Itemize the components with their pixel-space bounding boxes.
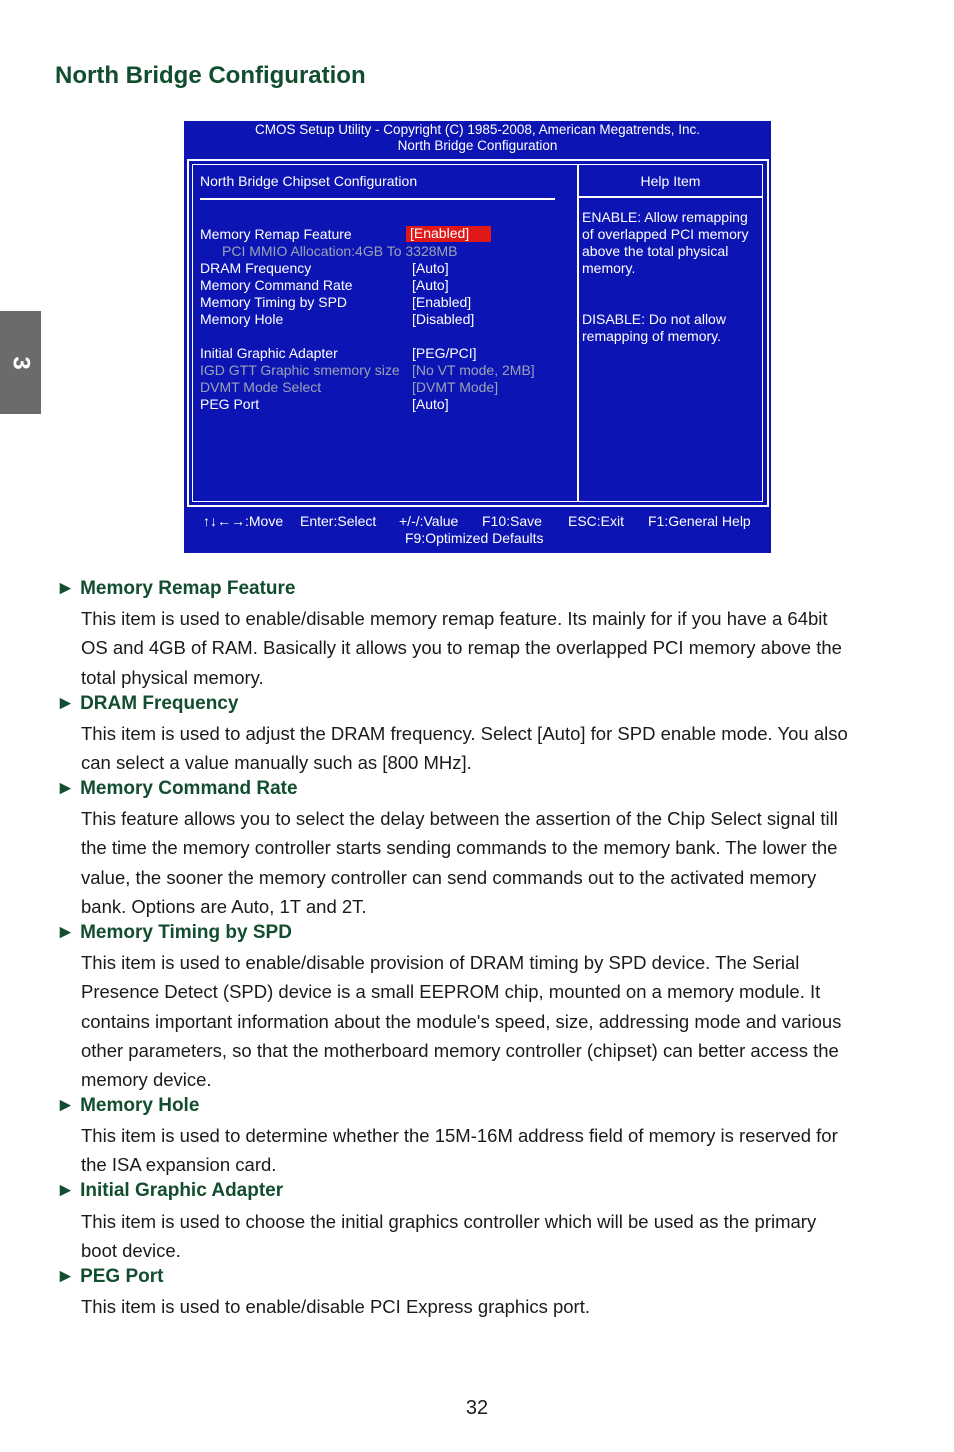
bios-item-value[interactable]: [Auto] [412,396,449,412]
footer-enter: Enter:Select [300,513,377,529]
footer-move: ↑↓←→:Move [203,513,284,529]
section-body-peg-port [81,1292,896,1321]
body-line: This item is used to adjust the DRAM frequency. Select [Auto] for SPD enable mode. You also [81,723,848,744]
body-line: This item is used to choose the initial graphics controller which will be used as the primary [81,1211,817,1232]
section-body-initial-graphic-adapter [81,1207,896,1266]
section-body-dram-frequency [81,719,896,778]
section-heading-memory-hole: ► Memory Hole [56,1095,200,1116]
chapter-number: 3 [7,355,35,370]
bios-item-label: Initial Graphic Adapter [200,345,338,361]
bios-item-value[interactable]: [Enabled] [412,294,472,310]
bios-item-label: Memory Remap Feature [200,226,352,242]
help-line: above the total physical [582,243,729,259]
body-line: total physical memory. [81,666,264,688]
body-line: bank. Options are Auto, 1T and 2T. [81,895,367,917]
footer-defaults: F9:Optimized Defaults [405,530,544,546]
bios-item-label: PCI MMIO Allocation:4GB To 3328MB [222,243,458,259]
page-number: 32 [465,1397,489,1419]
body-line: can select a value manually such as [800 MHz]. [81,752,472,774]
body-line: value, the sooner the memory controller can send commands out to the activated memory [81,866,817,888]
body-line: Presence Detect (SPD) device is a small EEPROM chip, mounted on a memory module. It [81,981,821,1003]
bios-item-label: DRAM Frequency [200,260,312,276]
section-heading-memory-remap: ► Memory Remap Feature [56,578,296,599]
chapter-tab [0,311,41,414]
bios-item-value[interactable]: [PEG/PCI] [412,345,477,361]
help-text-enable [582,209,762,277]
bios-item-value[interactable]: [Auto] [412,260,449,276]
body-line: contains important information about the module's speed, size, addressing mode and various [81,1010,842,1032]
body-line: boot device. [81,1240,181,1262]
help-line: of overlapped PCI memory [582,226,749,242]
body-line: memory device. [81,1069,212,1091]
bios-item-label: Memory Timing by SPD [200,294,348,310]
footer-exit: ESC:Exit [568,513,625,529]
section-body-memory-hole [81,1121,896,1180]
bios-item-value: [DVMT Mode] [412,379,499,395]
bios-item-label: PEG Port [200,396,260,412]
footer-save: F10:Save [482,513,542,529]
section-heading-memory-timing-by-spd: ► Memory Timing by SPD [56,922,292,943]
section-heading-dram-frequency: ► DRAM Frequency [56,693,239,714]
bios-section-title: North Bridge Chipset Configuration [200,173,418,189]
section-heading-peg-port: ► PEG Port [56,1266,164,1287]
page-title: North Bridge Configuration [55,62,366,89]
bios-item-value: [No VT mode, 2MB] [412,362,535,378]
help-divider [579,196,762,198]
bios-item-value[interactable]: [Auto] [412,277,449,293]
bios-inner-frame [192,164,763,502]
bios-item-label: IGD GTT Graphic smemory size [200,362,400,378]
body-line: the ISA expansion card. [81,1154,277,1176]
body-line: OS and 4GB of RAM. Basically it allows you to remap the overlapped PCI memory above the [81,637,842,659]
bios-screenshot [184,121,771,553]
body-line: the time the memory controller starts sending commands to the memory bank. The lower the [81,837,838,859]
help-line: DISABLE: Do not allow [582,311,726,327]
bios-frame [187,159,769,507]
bios-vertical-divider [577,165,579,501]
bios-header-title: North Bridge Configuration [397,138,558,153]
body-line: This item is used to enable/disable memory remap feature. Its mainly for if you have a 64bit [81,608,828,629]
bios-item-value[interactable]: [Disabled] [412,311,475,327]
bios-item-label: DVMT Mode Select [200,379,322,395]
body-line: other parameters, so that the motherboard memory controller (chipset) can better access the [81,1039,839,1061]
help-line: remapping of memory. [582,328,722,344]
footer-value: +/-/:Value [399,513,459,529]
help-line: memory. [582,260,636,276]
section-body-memory-timing-by-spd [81,948,896,1094]
footer-help: F1:General Help [648,513,751,529]
help-item-title: Help Item [640,173,701,189]
section-heading-memory-command-rate: ► Memory Command Rate [56,778,298,799]
body-line: This feature allows you to select the delay between the assertion of the Chip Select signal till [81,808,838,829]
section-body-memory-remap [81,604,896,692]
body-line: This item is used to determine whether the 15M-16M address field of memory is reserved for [81,1125,838,1146]
body-line: This item is used to enable/disable provision of DRAM timing by SPD device. The Serial [81,952,800,973]
bios-item-label: Memory Command Rate [200,277,353,293]
bios-item-value-selected[interactable]: [Enabled] [406,226,491,242]
section-heading-initial-graphic-adapter: ► Initial Graphic Adapter [56,1180,284,1201]
bios-header-copyright: CMOS Setup Utility - Copyright (C) 1985-2008, American Megatrends, Inc. [255,122,700,137]
help-text-disable [582,311,762,345]
section-body-memory-command-rate [81,804,896,921]
help-line: ENABLE: Allow remapping [582,209,748,225]
body-line: This item is used to enable/disable PCI Express graphics port. [81,1296,590,1317]
bios-item-label: Memory Hole [200,311,284,327]
bios-divider [200,198,555,200]
